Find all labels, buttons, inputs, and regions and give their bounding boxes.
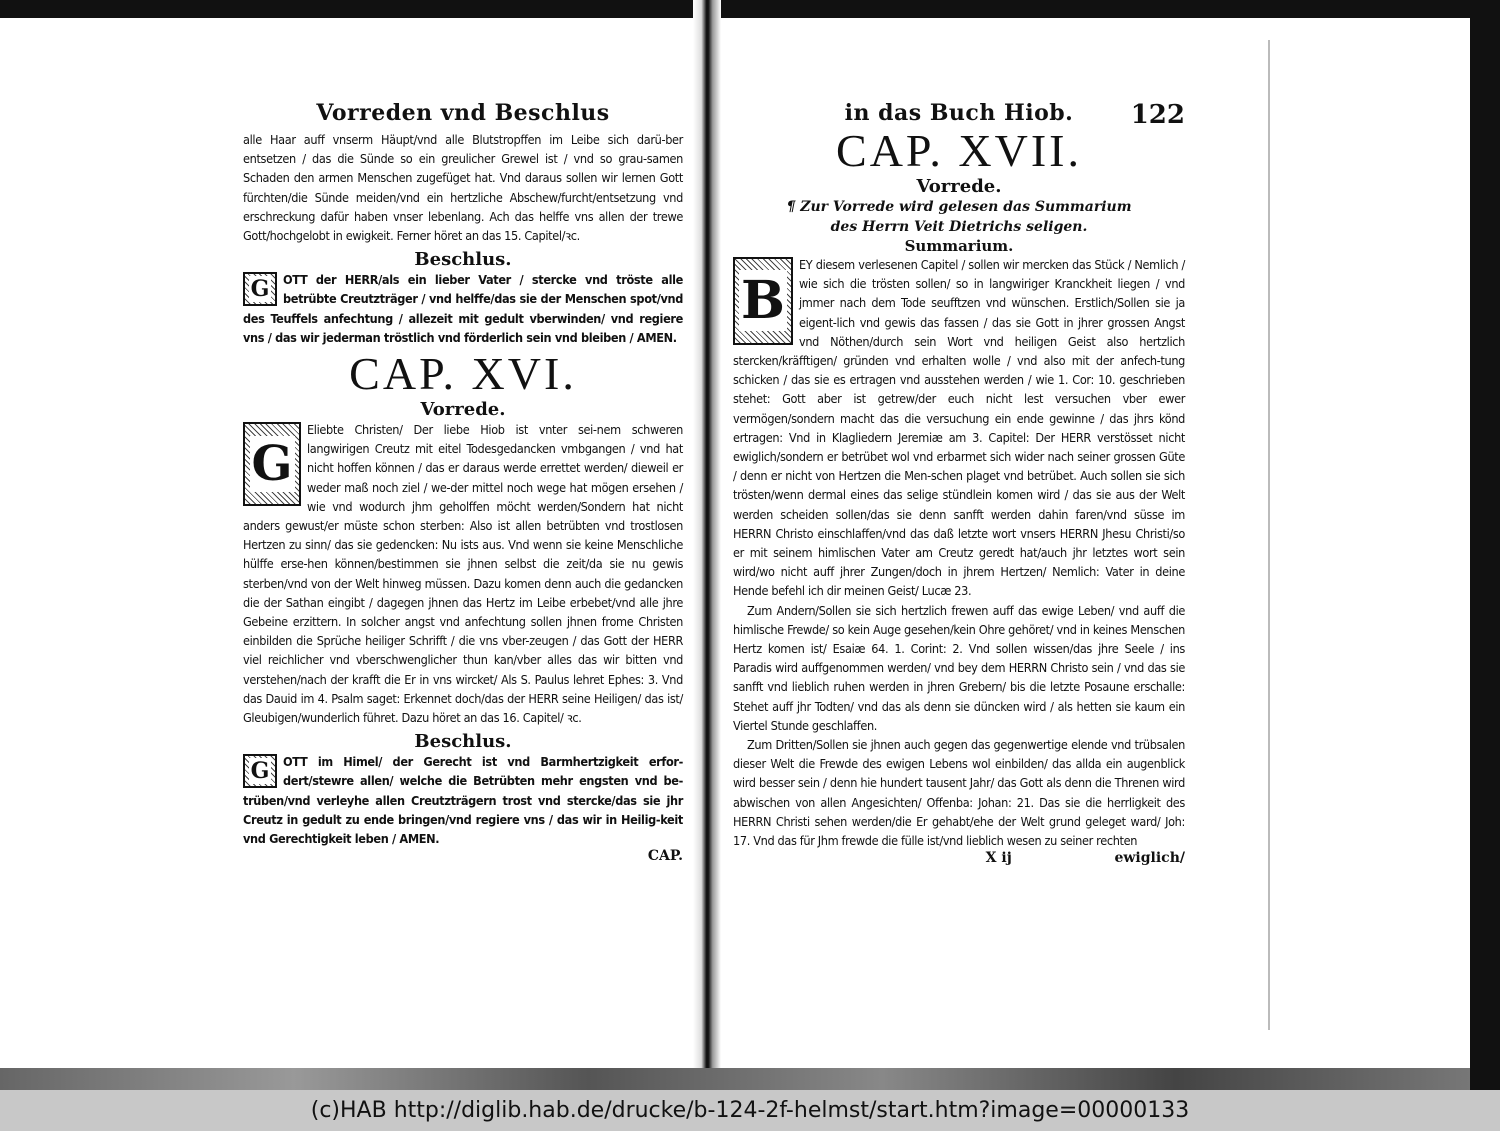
closing-1-block [243, 270, 683, 347]
summary-block [733, 255, 1185, 601]
right-catchword: ewiglich/ [1114, 850, 1185, 867]
left-heading-vorrede: Vorrede. [420, 399, 506, 421]
right-chapter-title: CAP. XVII. [836, 125, 1082, 176]
scan-edge-right [1470, 0, 1500, 1090]
summary-text: EY diesem verlesenen Capitel / sollen wir mercken das Stück / Nemlich / wie sich die trösten sollen/ so in langwiriger Kranckheit liegen / vnd jmmer nach dem Tode seufftzen vnd wünschen. Erstlich/Sollen sie ja eigent-lich vnd gewis das fassen / das sie Gott in jhrer grossen Angst vnd Nöthen/durch sein Wort vnd heiligen Geist also hertzlich stercken/kräfftigen/ gründen vnd erhalten wolle / vnd also mit der anfech-tung schicken / das sie es ertragen vnd ausstehen werden / wie 1. Cor: 10. geschrieben stehet: Gott aber ist getrew/der euch nicht lest versuchen vber ewer vermögen/sondern macht das die versuchung ein ende gewinne / das jhrs könd ertragen: Vnd in Klagliedern Jeremiæ am 3. Capitel: Der HERR verstösset nicht ewiglich/sondern er betrübet wol vnd erbarmet sich wider nach seiner grossen Güte / denn er nicht von Hertzen die Men-schen plaget vnd betrübet. Auch sollen sie sich trösten/wenn dermal eines das selige stündlein komen wird / das sie aus der Welt werden scheiden sollen/das sie denn sanfft werden dahin faren/vnd süsse im HERRN Christo einschlaffen/vnd das daß letzte wort vnsers HERRN Jhesu Christi/so er mit seinem himlischen Vater am Creutz geredt hat/auch jhr letztes wort sein wird/wo nicht auff jhrer Zungen/doch in jhrem Hertzen/ Nemlich: Vater in deine Hende befehl ich dir meinen Geist/ Lucæ 23. [733, 257, 1185, 599]
left-running-head: Vorreden vnd Beschlus [316, 100, 610, 126]
left-heading-beschlus-1: Beschlus. [414, 249, 512, 271]
left-top-paragraph: alle Haar auff vnserm Häupt/vnd alle Blutstropffen im Leibe sich darü-ber entsetzen / das die Sünde so ein greulicher Grewel ist / vnd so grau-samen Schaden den armen Menschen zugefüget hat. Vnd daraus sollen wir lernen Gott fürchten/die Sünde meiden/vnd ein hertzliche Abschew/furcht/entsetzung vnd erschreckung dafür haben vnser lebenlang. Ach das helffe vns allen der trewe Gott/hochgelobt in ewigkeit. Ferner höret an das 15. Capitel/ꝛc. [243, 132, 683, 244]
preface-block [243, 420, 683, 727]
signature-line [733, 850, 1185, 866]
copyright-url: (c)HAB http://diglib.hab.de/drucke/b-124-2f-helmst/start.htm?image=00000133 [310, 1098, 1190, 1123]
page-edge-line [1268, 40, 1270, 1030]
right-heading-summarium: Summarium. [904, 237, 1014, 255]
summary-initial: B [733, 257, 793, 345]
footer-bar [0, 1090, 1500, 1131]
summary-para-2: Zum Andern/Sollen sie sich hertzlich frewen auff das ewige Leben/ vnd auff die himlische Frewde/ so kein Auge gesehen/kein Ohre gehöret/ vnd in keines Menschen Hertz komen ist/ Esaiæ 64. 1. Corint: 2. Vnd sollen wissen/das jhre Seele / ins Paradis wird auffgenommen werden/ vnd bey dem HERRN Christo sein / vnd das sie sanfft vnd lieblich ruhen werden in jhren Grebern/ bis die letzte Posaune erschalle: Stehet auff jhr Todten/ vnd das als denn sie düncken wird / als hetten sie kaum ein Viertel Stunde geschlaffen. [733, 602, 1185, 733]
right-page [733, 100, 1185, 866]
closing-1-initial: G [243, 272, 277, 306]
summary-note: ¶ Zur Vorrede wird gelesen das Summarium des Herrn Veit Dietrichs seligen. [786, 199, 1132, 235]
preface-initial: G [243, 422, 301, 506]
signature-mark: X ij [985, 850, 1012, 867]
left-heading-beschlus-2: Beschlus. [414, 731, 512, 753]
right-running-head: in das Buch Hiob. [844, 100, 1074, 126]
page-number: 122 [1130, 100, 1185, 130]
left-page [243, 100, 683, 864]
left-chapter-title: CAP. XVI. [349, 348, 577, 400]
closing-2-initial: G [243, 754, 277, 788]
preface-text: Eliebte Christen/ Der liebe Hiob ist vnter sei-nem schweren langwirigen Creutz mit eitel Todesgedancken vmbgangen / vnd hat nicht hoffen können / das er daraus werde errettet werden/ dieweil er weder maß noch ziel / we-der mittel noch wege hat mögen ersehen / wie vnd wodurch jhm geholffen möcht werden/Sondern hat nicht anders gewust/er müste schon sterben: Also ist allen betrübten vnd trostlosen Hertzen zu sinn/ das sie gedencken: Nu ists aus. Vnd wenn sie keine Menschliche hülffe erse-hen können/bestimmen sie jhnen selbst die zeit/da sie nu gewis sterben/vnd von der Welt hinweg müssen. Dazu komen denn auch die gedancken die der Sathan eingibt / dagegen jhnen das Hertz im Leibe erbebet/vnd alle jhre Gebeine erzittern. In solcher angst vnd anfechtung sollen jhnen frome Christen einbilden die Sprüche heiliger Schrifft / die vns vber-zeugen / das Gott der HERR viel reichlicher vnd vberschwenglicher thun kan/vber alles das wir bitten vnd verstehen/nach der krafft die Er in vns wircket/ Als S. Paulus lehret Ephes: 3. Vnd das Dauid im 4. Psalm saget: Erkennet doch/das der HERR seine Heiligen/ das ist/ Gleubigen/wunderlich führet. Dazu höret an das 16. Capitel/ ꝛc. [243, 422, 683, 726]
left-catchword: CAP. [647, 848, 683, 865]
closing-1-text: OTT der HERR/als ein lieber Vater / stercke vnd tröste alle betrübte Creutzträger / vnd helffe/das sie der Menschen spot/vnd des Teuffels anfechtung / allezeit mit gedult vberwinden/ vnd regiere vns / das wir jederman tröstlich vnd förderlich sein vnd bleiben / AMEN. [243, 272, 683, 345]
closing-2-text: OTT im Himel/ der Gerecht ist vnd Barmhertzigkeit erfor-dert/stewre allen/ welche die Betrübten mehr engsten vnd be-trüben/vnd verleyhe allen Creutzträgern trost vnd stercke/das sie jhr Creutz in gedult zu ende bringen/vnd regiere vns / das wir in Heilig-keit vnd Gerechtigkeit leben / AMEN. [243, 754, 683, 847]
closing-2-block [243, 752, 683, 848]
book-gutter [693, 0, 721, 1068]
scan-edge-top [0, 0, 1500, 18]
right-heading-vorrede: Vorrede. [916, 176, 1002, 197]
scan-edge-bottom [0, 1068, 1470, 1090]
summary-para-3: Zum Dritten/Sollen sie jhnen auch gegen das gegenwertige elende vnd trübsalen dieser Welt die Frewde des ewigen Lebens wol einbilden/ das allda ein augenblick wird besser sein / denn hie hundert tausent Jahr/ das Gott als denn die Threnen wird abwischen von allen Angesichten/ Offenba: Johan: 21. Das sie die herrligkeit des HERRN Christi sehen werden/die Er gehabt/ehe der Welt grund geleget ward/ Joh: 17. Vnd das für Jhm frewde die fülle ist/vnd lieblich wesen zu seiner rechten [733, 737, 1185, 849]
